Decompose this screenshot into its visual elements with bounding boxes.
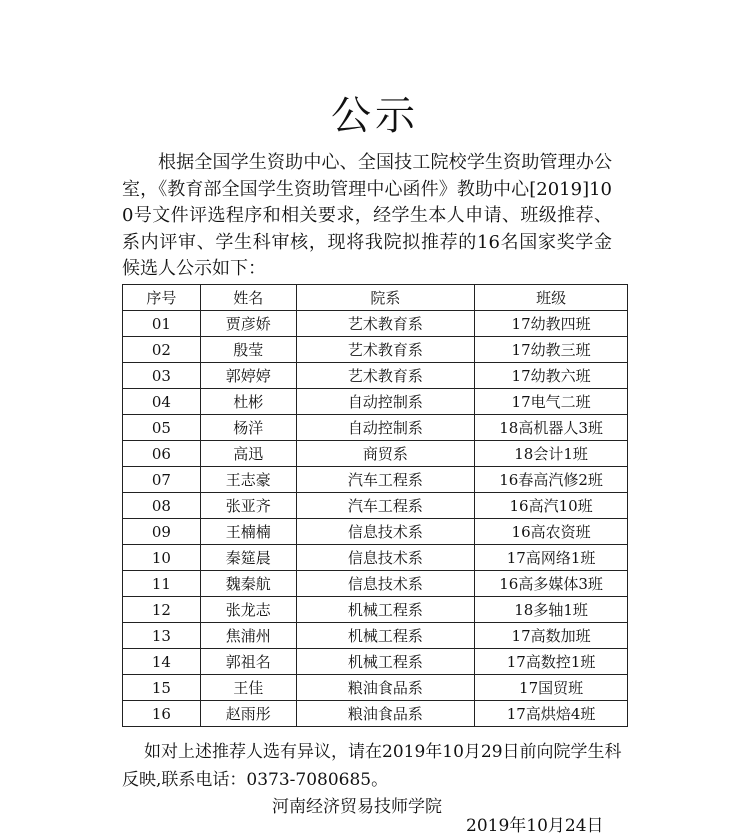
table-row bbox=[123, 441, 628, 467]
cell-class: 17高数加班 bbox=[475, 623, 628, 649]
cell-name: 王佳 bbox=[200, 675, 296, 701]
cell-department: 艺术教育系 bbox=[296, 337, 475, 363]
cell-number: 16 bbox=[123, 701, 201, 727]
cell-number: 07 bbox=[123, 467, 201, 493]
cell-name: 王楠楠 bbox=[200, 519, 296, 545]
issuing-organization: 河南经济贸易技师学院 bbox=[272, 797, 442, 817]
issue-date: 2019年10月24日 bbox=[466, 816, 604, 836]
table-row bbox=[123, 571, 628, 597]
cell-name: 赵雨彤 bbox=[200, 701, 296, 727]
column-header-name: 姓名 bbox=[200, 285, 296, 311]
cell-department: 粮油食品系 bbox=[296, 675, 475, 701]
column-header-department: 院系 bbox=[296, 285, 475, 311]
cell-name: 秦筵晨 bbox=[200, 545, 296, 571]
cell-class: 16高多媒体3班 bbox=[475, 571, 628, 597]
cell-class: 17电气二班 bbox=[475, 389, 628, 415]
table-row bbox=[123, 467, 628, 493]
table-body bbox=[123, 311, 628, 727]
table-row bbox=[123, 597, 628, 623]
cell-name: 王志豪 bbox=[200, 467, 296, 493]
cell-department: 信息技术系 bbox=[296, 519, 475, 545]
cell-name: 郭婷婷 bbox=[200, 363, 296, 389]
cell-number: 14 bbox=[123, 649, 201, 675]
objection-notice: 如对上述推荐人选有异议，请在2019年10月29日前向院学生科反映,联系电话：0373-7080685。 bbox=[122, 742, 622, 790]
cell-class: 17高烘焙4班 bbox=[475, 701, 628, 727]
cell-class: 17高数控1班 bbox=[475, 649, 628, 675]
cell-name: 高迅 bbox=[200, 441, 296, 467]
cell-class: 18多轴1班 bbox=[475, 597, 628, 623]
table-row bbox=[123, 519, 628, 545]
cell-department: 机械工程系 bbox=[296, 623, 475, 649]
table-row bbox=[123, 623, 628, 649]
cell-department: 汽车工程系 bbox=[296, 467, 475, 493]
cell-department: 信息技术系 bbox=[296, 571, 475, 597]
cell-name: 魏秦航 bbox=[200, 571, 296, 597]
cell-class: 16高农资班 bbox=[475, 519, 628, 545]
cell-name: 杜彬 bbox=[200, 389, 296, 415]
cell-number: 01 bbox=[123, 311, 201, 337]
cell-number: 06 bbox=[123, 441, 201, 467]
cell-number: 04 bbox=[123, 389, 201, 415]
column-header-class: 班级 bbox=[475, 285, 628, 311]
cell-name: 贾彦娇 bbox=[200, 311, 296, 337]
cell-number: 02 bbox=[123, 337, 201, 363]
cell-department: 汽车工程系 bbox=[296, 493, 475, 519]
column-header-number: 序号 bbox=[123, 285, 201, 311]
table-row bbox=[123, 311, 628, 337]
table-header-row bbox=[123, 285, 628, 311]
table-row bbox=[123, 545, 628, 571]
cell-department: 机械工程系 bbox=[296, 649, 475, 675]
cell-department: 自动控制系 bbox=[296, 415, 475, 441]
cell-number: 10 bbox=[123, 545, 201, 571]
cell-class: 18会计1班 bbox=[475, 441, 628, 467]
cell-name: 杨洋 bbox=[200, 415, 296, 441]
cell-number: 08 bbox=[123, 493, 201, 519]
cell-name: 殷莹 bbox=[200, 337, 296, 363]
table-row bbox=[123, 415, 628, 441]
cell-name: 郭祖名 bbox=[200, 649, 296, 675]
table-row bbox=[123, 389, 628, 415]
cell-class: 17高网络1班 bbox=[475, 545, 628, 571]
table-row bbox=[123, 675, 628, 701]
cell-class: 17幼教三班 bbox=[475, 337, 628, 363]
cell-number: 13 bbox=[123, 623, 201, 649]
cell-class: 17国贸班 bbox=[475, 675, 628, 701]
page-title: 公示 bbox=[331, 93, 419, 139]
cell-number: 09 bbox=[123, 519, 201, 545]
cell-number: 05 bbox=[123, 415, 201, 441]
cell-class: 16春高汽修2班 bbox=[475, 467, 628, 493]
cell-department: 自动控制系 bbox=[296, 389, 475, 415]
cell-number: 12 bbox=[123, 597, 201, 623]
cell-number: 15 bbox=[123, 675, 201, 701]
cell-department: 信息技术系 bbox=[296, 545, 475, 571]
intro-paragraph: 根据全国学生资助中心、全国技工院校学生资助管理办公室，《教育部全国学生资助管理中心函件》教助中心[2019]100号文件评选程序和相关要求，经学生本人申请、班级推荐、系内评审、学生科审核，现将我院拟推荐的16名国家奖学金候选人公示如下： bbox=[122, 152, 612, 279]
cell-department: 商贸系 bbox=[296, 441, 475, 467]
table-row bbox=[123, 363, 628, 389]
cell-department: 艺术教育系 bbox=[296, 363, 475, 389]
cell-number: 11 bbox=[123, 571, 201, 597]
cell-department: 机械工程系 bbox=[296, 597, 475, 623]
table-row bbox=[123, 493, 628, 519]
cell-class: 17幼教四班 bbox=[475, 311, 628, 337]
table-row bbox=[123, 649, 628, 675]
cell-name: 张龙志 bbox=[200, 597, 296, 623]
cell-class: 16高汽10班 bbox=[475, 493, 628, 519]
cell-name: 张亚齐 bbox=[200, 493, 296, 519]
cell-department: 艺术教育系 bbox=[296, 311, 475, 337]
cell-name: 焦浦州 bbox=[200, 623, 296, 649]
cell-class: 18高机器人3班 bbox=[475, 415, 628, 441]
candidate-table bbox=[122, 284, 628, 727]
table-row bbox=[123, 701, 628, 727]
cell-number: 03 bbox=[123, 363, 201, 389]
cell-department: 粮油食品系 bbox=[296, 701, 475, 727]
cell-class: 17幼教六班 bbox=[475, 363, 628, 389]
table-row bbox=[123, 337, 628, 363]
